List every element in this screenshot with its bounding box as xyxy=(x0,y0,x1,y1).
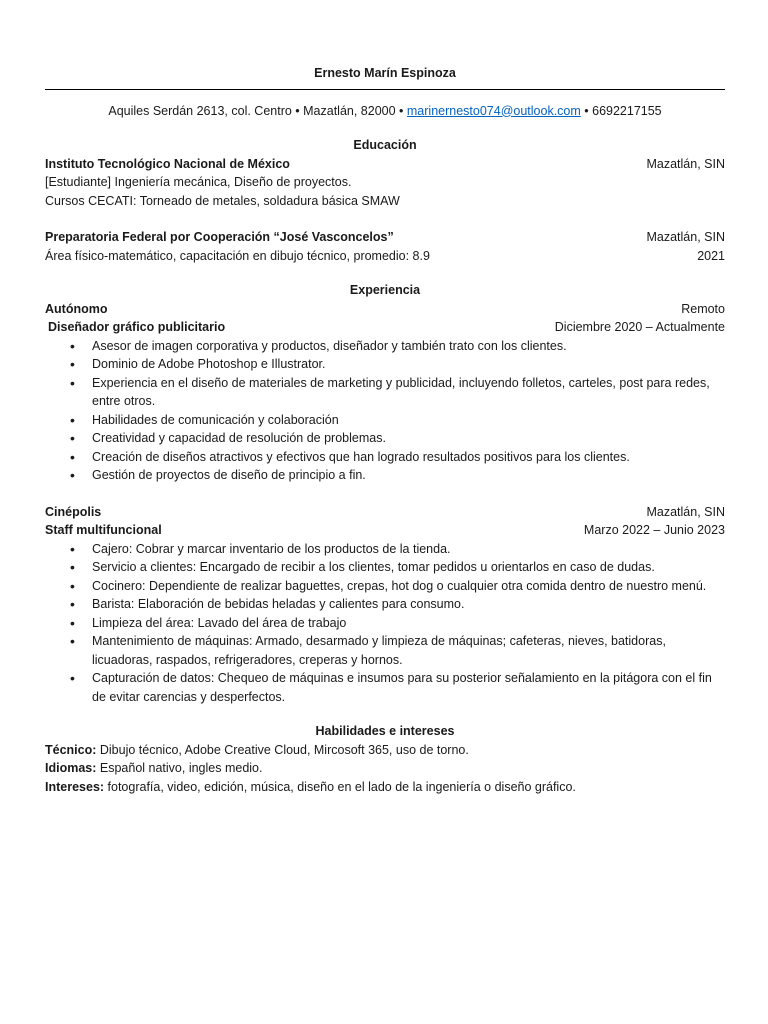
job-cinepolis xyxy=(45,503,725,707)
list-item: • Limpieza del área: Lavado del área de trabajo xyxy=(90,614,725,633)
education-entry-tecnm xyxy=(45,155,725,211)
company-name: Cinépolis xyxy=(45,504,102,519)
list-item: • Experiencia en el diseño de materiales de marketing y publicidad, incluyendo folletos, carteles, post para redes, entre otros. xyxy=(90,374,725,411)
list-item: • Habilidades de comunicación y colaboración xyxy=(90,411,725,430)
list-item: • Creatividad y capacidad de resolución de problemas. xyxy=(90,429,725,448)
skill-line-idiomas xyxy=(45,759,725,778)
skill-text: Español nativo, ingles medio. xyxy=(96,761,263,775)
contact-line xyxy=(45,102,725,121)
education-detail: Área físico-matemático, capacitación en dibujo técnico, promedio: 8.9 xyxy=(45,248,430,263)
address-text: Aquiles Serdán 2613, col. Centro • Mazatlán, 82000 • xyxy=(108,103,404,118)
job-role: Diseñador gráfico publicitario xyxy=(48,320,226,334)
skill-line-tecnico xyxy=(45,741,725,760)
job-role: Staff multifuncional xyxy=(45,523,162,537)
list-item: • Asesor de imagen corporativa y productos, diseñador y también trato con los clientes. xyxy=(90,337,725,356)
skill-label: Técnico: xyxy=(45,742,97,757)
institution-name: Preparatoria Federal por Cooperación “José Vasconcelos” xyxy=(45,230,394,244)
list-item: • Capturación de datos: Chequeo de máquinas e insumos para su posterior señalamiento en la pitágora con el fin de evitar carencias y desperfectos. xyxy=(90,669,725,706)
experience-heading: Experiencia xyxy=(349,283,421,297)
email-link[interactable]: marinernesto074@outlook.com xyxy=(406,103,581,118)
skill-line-intereses xyxy=(45,778,725,797)
list-item: • Cocinero: Dependiente de realizar baguettes, crepas, hot dog o cualquier otra comida dentro de nuestro menú. xyxy=(90,577,725,596)
header-divider xyxy=(45,89,725,90)
job-dates: Marzo 2022 – Junio 2023 xyxy=(583,523,725,537)
job-location: Mazatlán, SIN xyxy=(646,504,725,519)
candidate-name: Ernesto Marín Espinoza xyxy=(314,66,456,80)
job-autonomo xyxy=(45,300,725,485)
list-item: • Barista: Elaboración de bebidas heladas y calientes para consumo. xyxy=(90,595,725,614)
job-location: Remoto xyxy=(681,301,725,316)
job-dates: Diciembre 2020 – Actualmente xyxy=(554,320,725,334)
education-entry-prepa xyxy=(45,228,725,265)
education-line: Cursos CECATI: Torneado de metales, soldadura básica SMAW xyxy=(45,193,400,208)
resume-page xyxy=(45,64,725,796)
list-item: • Servicio a clientes: Encargado de recibir a los clientes, tomar pedidos u orientarlos en caso de dudas. xyxy=(90,558,725,577)
list-item: • Cajero: Cobrar y marcar inventario de los productos de la tienda. xyxy=(90,540,725,559)
institution-name: Instituto Tecnológico Nacional de México xyxy=(45,156,290,171)
skill-label: Idiomas: xyxy=(45,761,97,775)
list-item: • Mantenimiento de máquinas: Armado, desarmado y limpieza de máquinas; cafeteras, nieves, batidoras, licuadoras, raspados, refrigeradores, creperas y hornos. xyxy=(90,632,725,669)
company-name: Autónomo xyxy=(45,301,108,316)
job-bullets xyxy=(45,337,725,485)
list-item: • Creación de diseños atractivos y efectivos que han logrado resultados positivos para los clientes. xyxy=(90,448,725,467)
skill-text: fotografía, video, edición, música, diseño en el lado de la ingeniería o diseño gráfico. xyxy=(104,779,576,794)
institution-location: Mazatlán, SIN xyxy=(646,156,725,171)
education-year: 2021 xyxy=(697,248,725,263)
education-heading: Educación xyxy=(353,138,417,152)
phone-text: • 6692217155 xyxy=(584,103,662,118)
job-bullets xyxy=(45,540,725,707)
skills-heading: Habilidades e intereses xyxy=(315,724,455,738)
list-item: • Gestión de proyectos de diseño de principio a fin. xyxy=(90,466,725,485)
institution-location: Mazatlán, SIN xyxy=(646,230,725,244)
skill-text: Dibujo técnico, Adobe Creative Cloud, Mircosoft 365, uso de torno. xyxy=(96,742,469,757)
skill-label: Intereses: xyxy=(45,779,105,794)
education-line: [Estudiante] Ingeniería mecánica, Diseño de proyectos. xyxy=(45,175,352,189)
list-item: • Dominio de Adobe Photoshop e Illustrator. xyxy=(90,355,725,374)
